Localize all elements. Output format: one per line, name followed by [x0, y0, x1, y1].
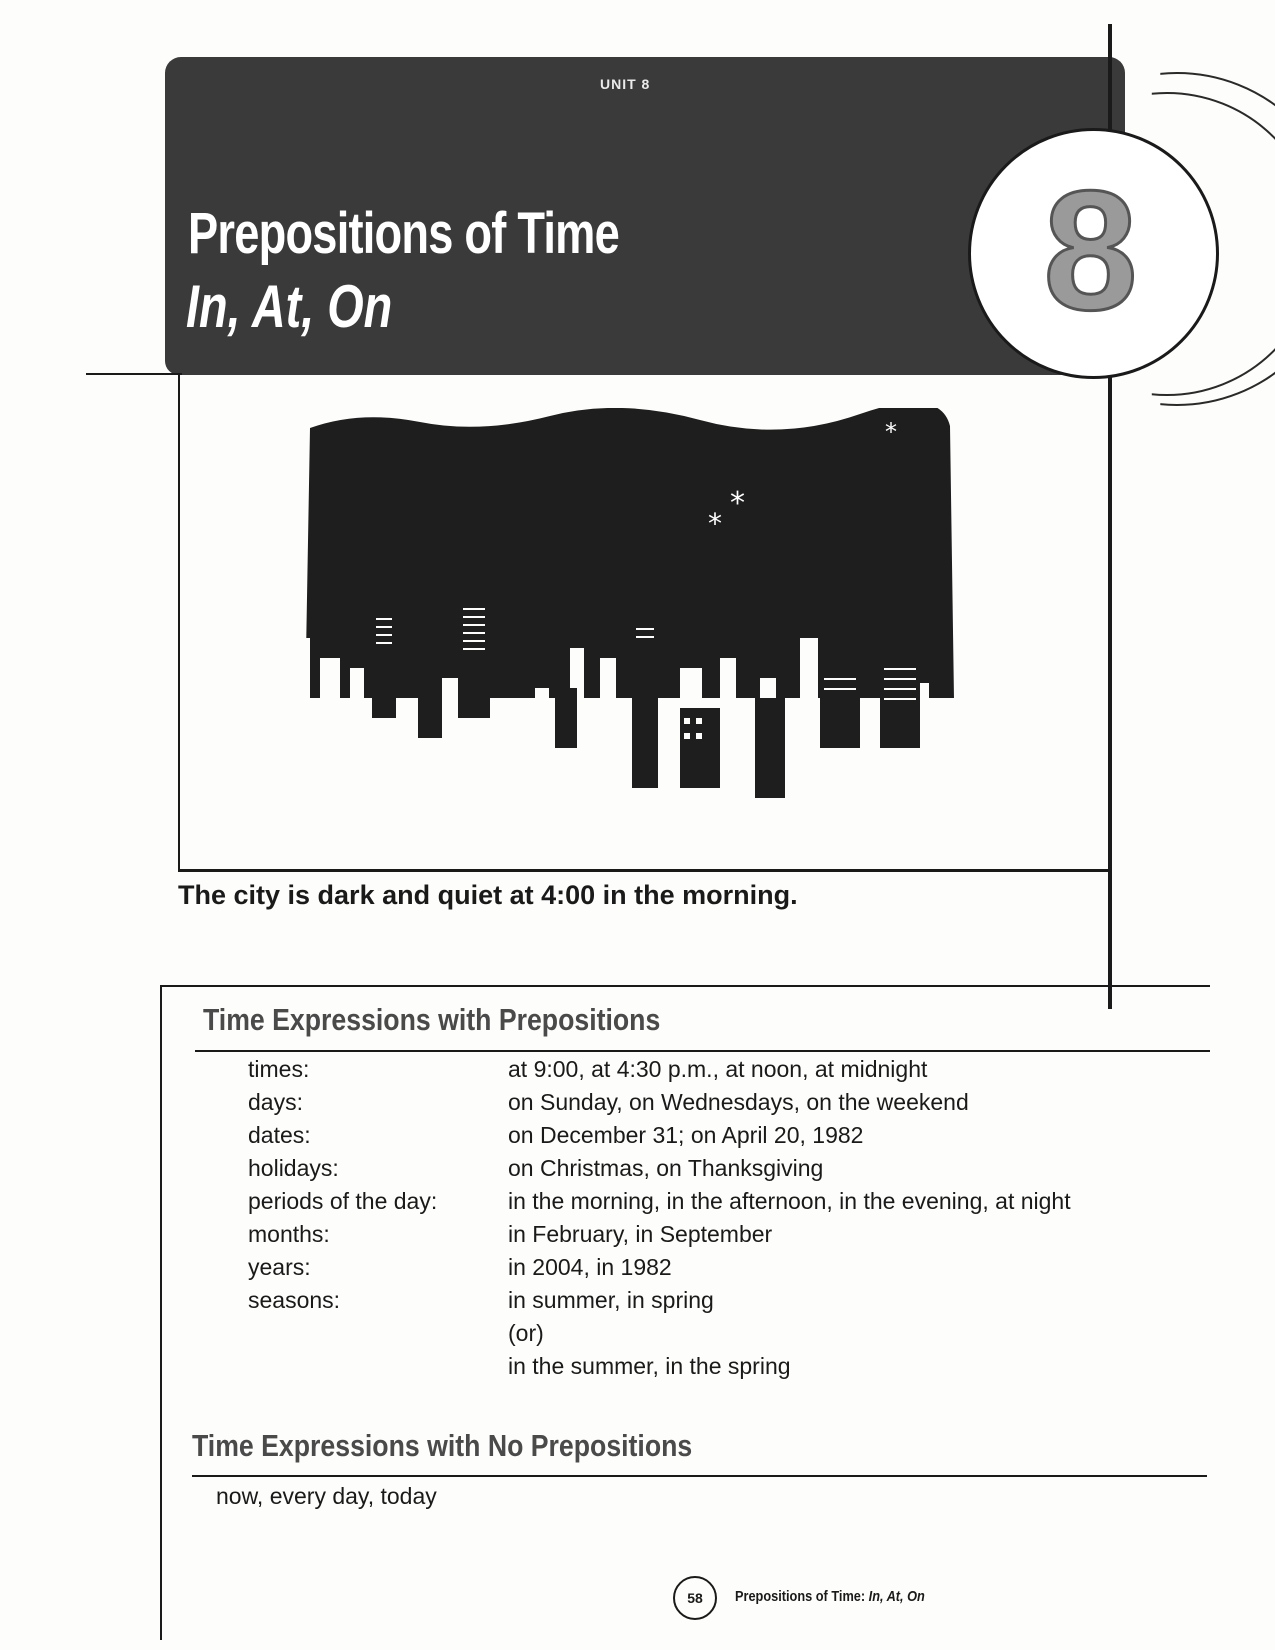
- unit-number: 8: [1043, 155, 1138, 346]
- row-value: on December 31; on April 20, 1982: [508, 1122, 864, 1148]
- left-margin-rule: [86, 373, 182, 375]
- row-value: in 2004, in 1982: [508, 1254, 672, 1280]
- row-label: holidays:: [248, 1155, 339, 1181]
- row-value: in February, in September: [508, 1221, 773, 1247]
- row-label: times:: [248, 1056, 310, 1082]
- page-number: 58: [673, 1576, 717, 1620]
- footer-title: [735, 1588, 925, 1605]
- unit-label: UNIT 8: [600, 76, 651, 92]
- row-value: on Sunday, on Wednesdays, on the weekend: [508, 1089, 969, 1115]
- section-heading-with-prepositions: Time Expressions with Prepositions: [203, 1002, 661, 1037]
- star-icon: *: [708, 507, 722, 540]
- star-icon: *: [730, 486, 745, 521]
- star-icon: *: [885, 418, 897, 446]
- footer-title-prefix: Prepositions of Time:: [735, 1588, 869, 1605]
- row-value: on Christmas, on Thanksgiving: [508, 1155, 824, 1181]
- row-label: years:: [248, 1254, 311, 1280]
- no-preposition-examples: now, every day, today: [216, 1483, 437, 1509]
- footer-title-italic: In, At, On: [868, 1588, 925, 1605]
- section-divider: [195, 1050, 1210, 1052]
- row-label: seasons:: [248, 1287, 341, 1313]
- night-city-illustration: [300, 408, 965, 818]
- row-label: dates:: [248, 1122, 311, 1148]
- row-value: in the morning, in the afternoon, in the evening, at night: [508, 1188, 1071, 1214]
- box-border-left: [160, 985, 162, 1640]
- page-subtitle: In, At, On: [186, 273, 393, 340]
- section-heading-no-prepositions: Time Expressions with No Prepositions: [192, 1428, 693, 1463]
- row-value: at 9:00, at 4:30 p.m., at noon, at midnight: [508, 1056, 928, 1082]
- row-value: (or): [508, 1320, 544, 1346]
- page-title: Prepositions of Time: [188, 201, 620, 266]
- row-label: periods of the day:: [248, 1188, 438, 1214]
- illustration-caption: The city is dark and quiet at 4:00 in the morning.: [178, 880, 798, 910]
- section-divider: [192, 1475, 1207, 1477]
- row-value: in summer, in spring: [508, 1287, 714, 1313]
- row-label: months:: [248, 1221, 330, 1247]
- box-border-top: [160, 985, 1210, 987]
- row-value: in the summer, in the spring: [508, 1353, 791, 1379]
- row-label: days:: [248, 1089, 303, 1115]
